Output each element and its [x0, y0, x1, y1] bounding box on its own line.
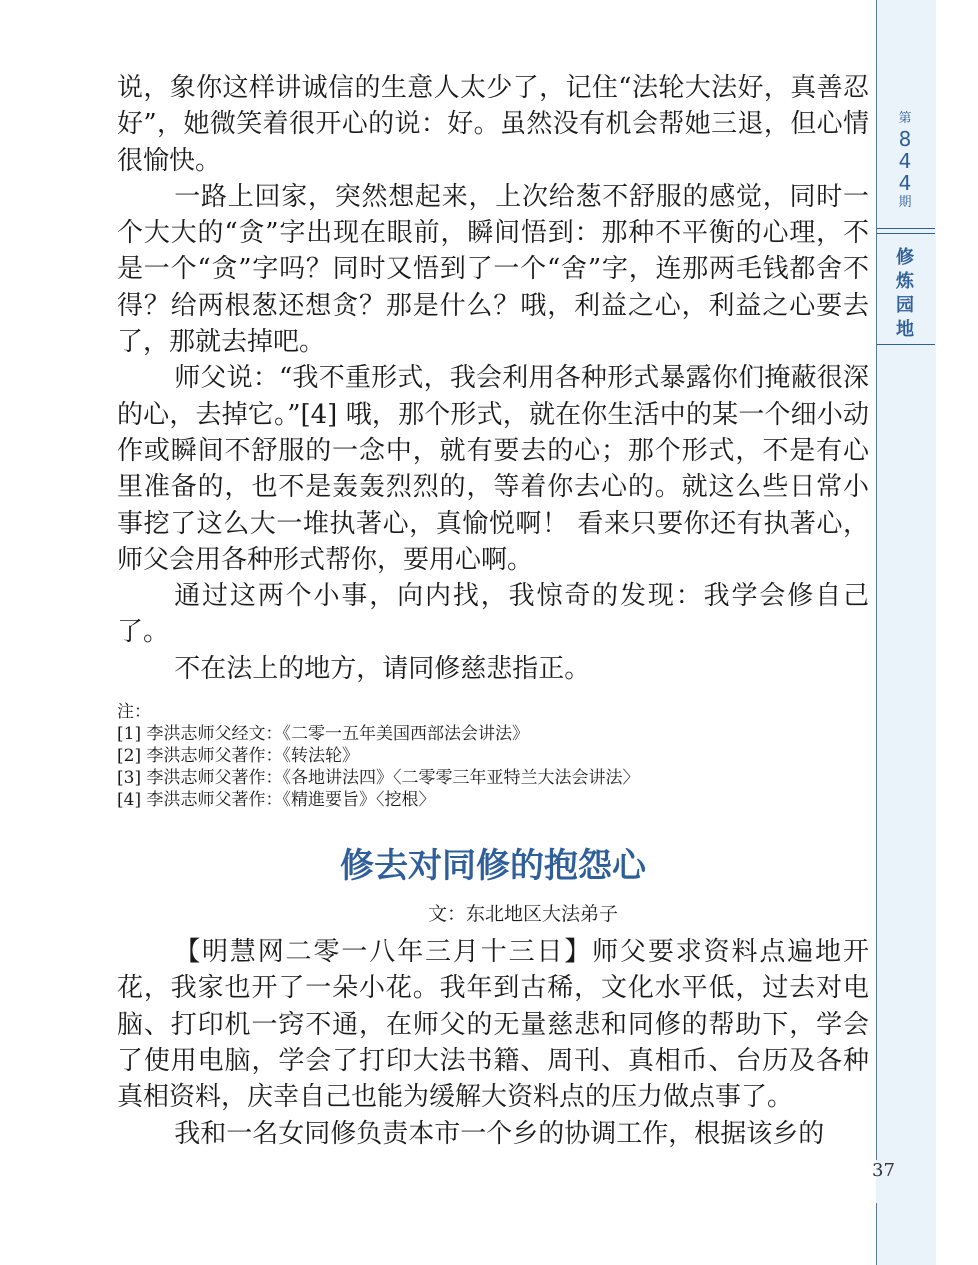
column-title-char: 地 [896, 319, 914, 340]
sidebar-divider [877, 344, 935, 345]
footnote-item: [3] 李洪志师父著作：《各地讲法四》〈二零零三年亚特兰大法会讲法〉 [117, 768, 640, 789]
footnotes [117, 701, 869, 811]
body-paragraph: 说，象你这样讲诚信的生意人太少了，记住“法轮大法好，真善忍好”，她微笑着很开心的说：好。虽然没有机会帮她三退，但心情很愉快。 [117, 73, 869, 176]
issue-digit: 4 [898, 149, 912, 173]
column-title-char: 园 [896, 295, 914, 316]
body-paragraph: 我和一名女同修负责本市一个乡的协调工作，根据该乡的 [174, 1118, 825, 1149]
footnotes-heading: 注： [117, 702, 151, 723]
page-number: 37 [872, 1160, 895, 1181]
issue-digits [877, 128, 933, 194]
side-rule-bottom [876, 1203, 877, 1265]
column-title [877, 246, 933, 342]
body-paragraph: 【明慧网二零一八年三月十三日】师父要求资料点遍地开花，我家也开了一朵小花。我年到古稀，文化水平低，过去对电脑、打印机一窍不通，在师父的无量慈悲和同修的帮助下，学会了使用电脑，学会了打印大法书籍、周刊、真相币、台历及各种真相资料，庆幸自己也能为缓解大资料点的压力做点事了。 [117, 937, 869, 1113]
column-title-char: 修 [896, 247, 914, 268]
issue-digit: 4 [898, 171, 912, 195]
issue-digit: 8 [898, 127, 912, 151]
issue-suffix: 期 [898, 195, 912, 210]
footnote-item: [4] 李洪志师父著作：《精進要旨》〈挖根〉 [117, 790, 436, 811]
body-paragraph: 不在法上的地方，请同修慈悲指正。 [174, 653, 591, 684]
sidebar-divider [877, 233, 935, 234]
sidebar-divider [877, 228, 935, 229]
body-paragraph: 一路上回家，突然想起来，上次给葱不舒服的感觉，同时一个大大的“贪”字出现在眼前，瞬间悟到：那种不平衡的心理，不是一个“贪”字吗？同时又悟到了一个“舍”字，连那两毛钱都舍不得？给两根葱还想贪？那是什么？哦，利益之心，利益之心要去了，那就去掉吧。 [117, 181, 869, 358]
main-content [117, 70, 869, 1152]
body-paragraph: 师父说：“我不重形式，我会利用各种形式暴露你们掩蔽很深的心，去掉它。”[4] 哦，那个形式，就在你生活中的某一个细小动作或瞬间不舒服的一念中，就有要去的心；那个形式，不是有心里准备的，也不是轰轰烈烈的，等着你去心的。就这么些日常小事挖了这么大一堆执著心，真愉悦啊！ 看来只要你还有执著心，师父会用各种形式帮你，要用心啊。 [117, 363, 869, 575]
article-title: 修去对同修的抱怨心 [340, 846, 646, 887]
article-byline: 文：东北地区大法弟子 [427, 903, 618, 926]
column-title-char: 炼 [896, 271, 914, 292]
issue-prefix: 第 [898, 111, 912, 126]
footnote-item: [1] 李洪志师父经文：《二零一五年美国西部法会讲法》 [117, 724, 529, 745]
issue-number [877, 110, 933, 212]
body-paragraph: 通过这两个小事，向内找，我惊奇的发现：我学会修自己了。 [117, 581, 869, 648]
footnote-item: [2] 李洪志师父著作：《转法轮》 [117, 746, 359, 767]
